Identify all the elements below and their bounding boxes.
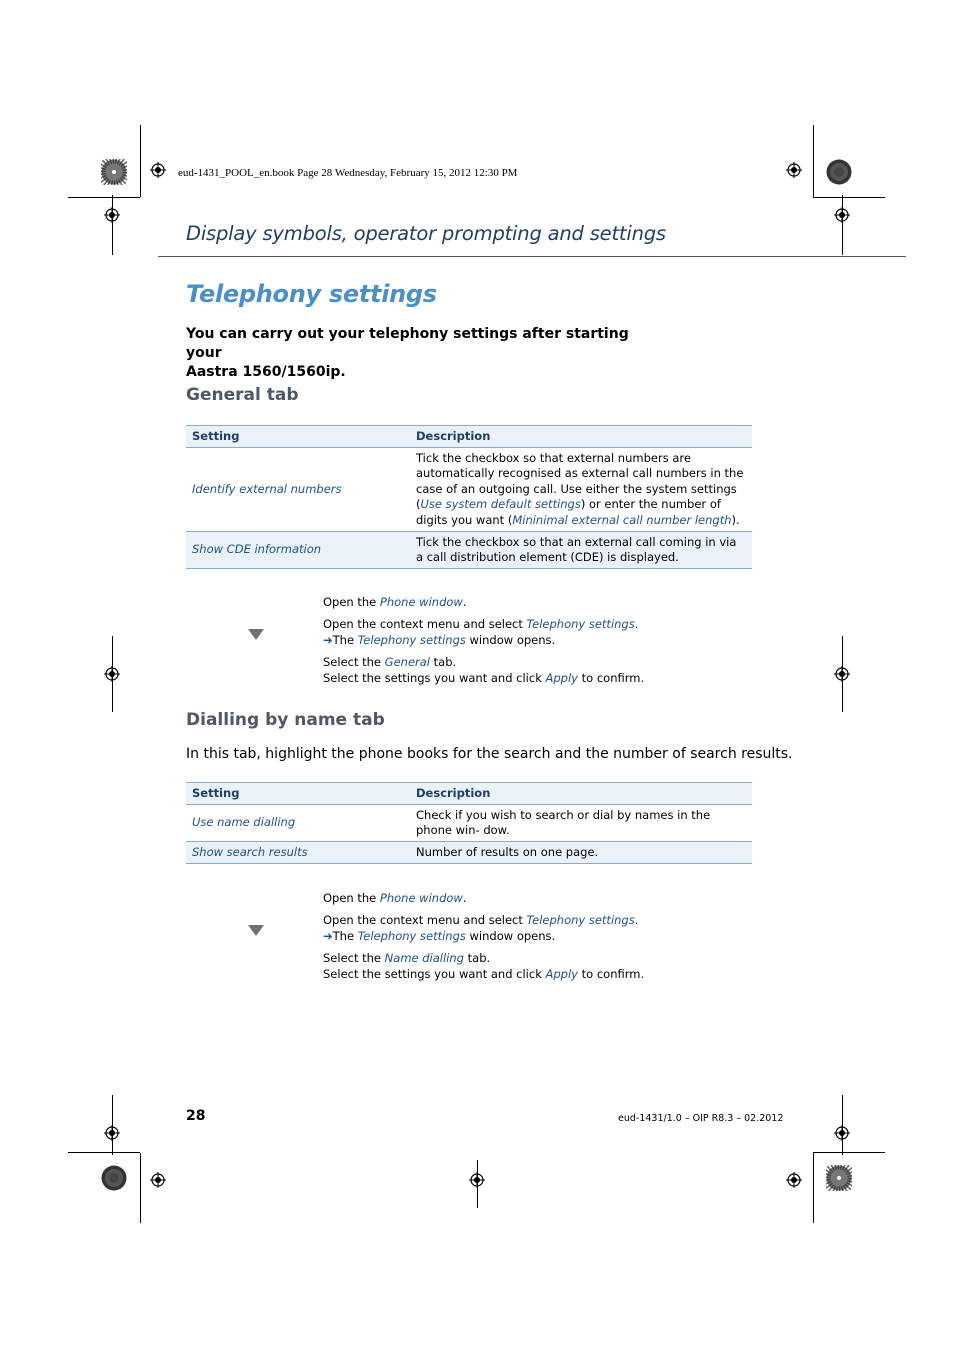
setting-cell: Show search results <box>186 842 410 864</box>
description-cell <box>410 448 752 532</box>
page-title: Telephony settings <box>186 280 437 308</box>
step-link: General <box>384 655 430 669</box>
crop-mark <box>813 197 885 198</box>
step-open-phone-window <box>323 595 466 611</box>
table-row <box>186 805 752 842</box>
description-text: ) or enter the number of digits you want ( <box>416 497 721 527</box>
header-rule <box>158 256 906 257</box>
description-cell: Number of results on one page. <box>410 842 752 864</box>
registration-mark-icon <box>150 162 166 178</box>
table-row <box>186 448 752 532</box>
general-settings-table <box>186 425 752 569</box>
print-info-line: eud-1431_POOL_en.book Page 28 Wednesday, February 15, 2012 12:30 PM <box>178 167 518 179</box>
column-header-setting: Setting <box>186 426 410 448</box>
dialling-tab-heading: Dialling by name tab <box>186 710 385 730</box>
step-text: . <box>462 595 467 609</box>
step-link: Telephony settings <box>526 617 635 631</box>
step-text: Select the <box>323 951 385 965</box>
registration-mark-icon <box>834 207 850 223</box>
footer-document-ref: eud-1431/1.0 – OIP R8.3 – 02.2012 <box>618 1113 784 1124</box>
crop-mark <box>813 1152 885 1153</box>
setting-cell: Use name dialling <box>186 805 410 842</box>
step-select-tab <box>323 655 644 686</box>
step-select-tab <box>323 951 644 982</box>
crop-mark <box>813 1153 814 1223</box>
step-link: Telephony settings <box>357 632 466 647</box>
setting-cell: Identify external numbers <box>186 448 410 532</box>
registration-mark-icon <box>834 1125 850 1141</box>
crop-mark <box>68 197 140 198</box>
step-link: Telephony settings <box>526 913 635 927</box>
step-text: to confirm. <box>577 966 645 981</box>
crop-mark <box>813 125 814 197</box>
registration-mark-icon <box>150 1172 166 1188</box>
arrow-icon: ➔ <box>323 632 333 647</box>
step-text: tab. <box>430 655 457 669</box>
crop-mark <box>842 195 843 255</box>
step-text: The <box>332 632 358 647</box>
column-header-description: Description <box>410 783 752 805</box>
step-text: The <box>332 928 358 943</box>
registration-mark-icon <box>469 1172 485 1188</box>
step-text: window opens. <box>465 632 556 647</box>
column-header-setting: Setting <box>186 783 410 805</box>
page-number: 28 <box>186 1108 206 1124</box>
step-text: Open the <box>323 595 380 609</box>
registration-mark-icon <box>104 207 120 223</box>
description-cell: Check if you wish to search or dial by names in the phone win- dow. <box>410 805 752 842</box>
description-cell: Tick the checkbox so that an external call coming in via a call distribution element (CDE) is displayed. <box>410 532 752 569</box>
step-text: Open the context menu and select <box>323 913 527 927</box>
crop-mark <box>68 1152 140 1153</box>
step-text: window opens. <box>465 928 556 943</box>
registration-mark-icon <box>786 1172 802 1188</box>
crop-mark <box>140 125 141 197</box>
dialling-settings-table <box>186 782 752 864</box>
section-header: Display symbols, operator prompting and settings <box>186 222 666 245</box>
step-link: Apply <box>545 966 578 981</box>
description-link-min-length: Mininimal external call number length <box>512 512 732 527</box>
table-header-row <box>186 426 752 448</box>
step-text: Select the <box>323 655 385 669</box>
registration-mark-icon <box>104 1125 120 1141</box>
color-dial-icon <box>826 1165 852 1191</box>
dialling-tab-intro: In this tab, highlight the phone books for the search and the number of search results. <box>186 746 793 762</box>
down-triangle-icon <box>248 629 264 640</box>
step-context-menu <box>323 617 638 648</box>
intro-line-1: You can carry out your telephony settings after starting your <box>186 326 629 361</box>
step-open-phone-window <box>323 891 466 907</box>
color-dial-icon <box>826 159 852 185</box>
registration-mark-icon <box>786 162 802 178</box>
table-row <box>186 842 752 864</box>
description-text: Tick the checkbox so that external numbers are automatically recognised as external call numbers in the case of an outgoing call. Use either the system settings ( <box>416 450 744 512</box>
down-triangle-icon <box>248 925 264 936</box>
step-text: . <box>462 891 467 905</box>
step-context-menu <box>323 913 638 944</box>
intro-line-2: Aastra 1560/1560ip. <box>186 364 346 380</box>
step-text: Open the <box>323 891 380 905</box>
step-link: Telephony settings <box>357 928 466 943</box>
step-text: . <box>634 617 639 631</box>
description-text: ). <box>731 512 740 527</box>
step-text: . <box>634 913 639 927</box>
step-text: Select the settings you want and click <box>323 670 546 685</box>
step-link: Phone window <box>379 891 463 905</box>
table-row <box>186 532 752 569</box>
step-link: Name dialling <box>384 951 464 965</box>
registration-mark-icon <box>104 666 120 682</box>
color-dial-icon <box>101 1165 127 1191</box>
step-text: tab. <box>463 951 491 965</box>
step-link: Apply <box>545 670 578 685</box>
crop-mark <box>112 195 113 255</box>
registration-mark-icon <box>834 666 850 682</box>
general-tab-heading: General tab <box>186 385 299 405</box>
step-text: Select the settings you want and click <box>323 966 546 981</box>
color-dial-icon <box>101 159 127 185</box>
step-text: Open the context menu and select <box>323 617 527 631</box>
step-link: Phone window <box>379 595 463 609</box>
intro-text <box>186 325 666 382</box>
description-link-system-defaults: Use system default settings <box>420 497 581 512</box>
column-header-description: Description <box>410 426 752 448</box>
setting-cell: Show CDE information <box>186 532 410 569</box>
arrow-icon: ➔ <box>323 928 333 943</box>
step-text: to confirm. <box>577 670 645 685</box>
crop-mark <box>140 1153 141 1223</box>
table-header-row <box>186 783 752 805</box>
